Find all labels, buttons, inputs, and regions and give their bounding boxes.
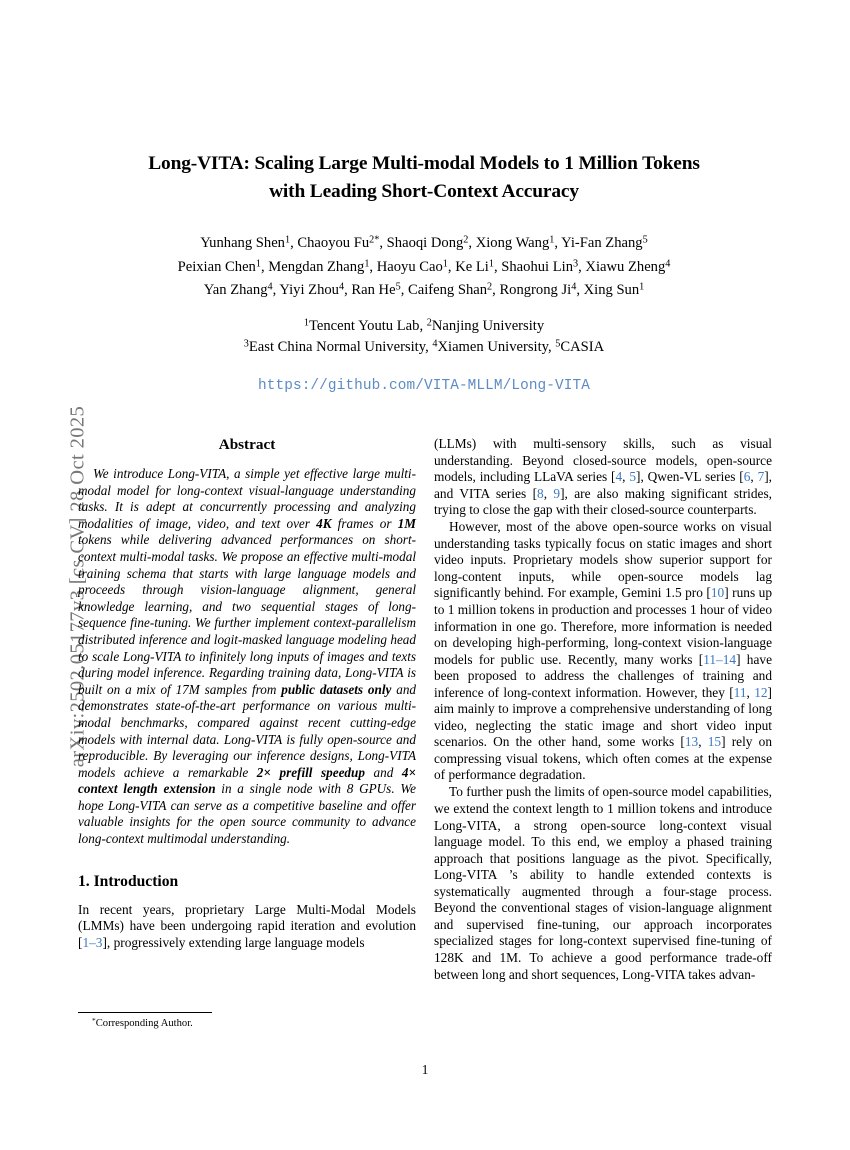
right-column — [434, 436, 772, 983]
footnote-marker: * — [92, 1015, 96, 1025]
author-affiliation-marker: 1 — [255, 258, 261, 270]
author-affiliation-marker: 4 — [571, 281, 577, 293]
affiliation-name: Nanjing University — [431, 318, 545, 334]
author-affiliation-marker: 4 — [267, 281, 273, 293]
abstract-heading: Abstract — [218, 436, 276, 453]
author-name: Shaoqi Dong — [386, 235, 464, 251]
affiliation-marker: 3 — [243, 338, 249, 350]
author-list — [78, 232, 770, 303]
author-affiliation-marker: 1 — [284, 234, 291, 246]
left-column — [78, 436, 416, 951]
footnote-text — [78, 1017, 416, 1030]
author-affiliation-marker: 1 — [364, 258, 370, 270]
author-name: Shaohui Lin — [501, 258, 574, 275]
affiliation-marker: 1 — [303, 317, 309, 329]
author-name: Xing Sun — [583, 282, 640, 298]
affiliation-name: CASIA — [560, 338, 605, 355]
author-name: Yiyi Zhou — [279, 282, 339, 298]
author-name: Yunhang Shen — [200, 235, 285, 251]
affiliation-name: Xiamen University — [437, 338, 548, 355]
section-heading-introduction: 1. Introduction — [78, 872, 179, 890]
author-name: Ke Li — [455, 258, 489, 275]
page-title — [78, 150, 770, 206]
right-paragraph-3: To further push the limits of open-source model capabilities, we extend the context length to 1 million tokens and introduce Long-VITA, a strong open-source long-context visual language model. To this end, we employ a phased training approach that positions language as the pivot. Specifically, Long-VITA ’s ability to handle extended contexts is systematically augmented through a four-stage process. Beyond the conventional stages of vision-language alignment and supervised fine-tuning, our approach incorporates specialized stages for long-context supervised fine-tuning of 128K and 1M. To achieve a good performance trade-off between long and short sequences, Long-VITA takes advan- — [434, 784, 772, 982]
arxiv-stamp: arXiv:2502.05177v3 [cs.CV] 28 Oct 2025 — [66, 405, 89, 768]
affiliation-list — [78, 316, 770, 357]
project-url — [78, 376, 770, 394]
intro-paragraph-1: In recent years, proprietary Large Multi-Modal Models (LMMs) have been undergoing rapid iteration and evolution [1–3], progressively extending large language models — [78, 901, 416, 950]
author-affiliation-marker: 1 — [639, 281, 645, 293]
author-affiliation-marker: 4 — [665, 258, 671, 270]
affiliation-marker: 4 — [432, 338, 438, 350]
author-name: Xiong Wang — [475, 235, 550, 251]
author-name: Peixian Chen — [177, 258, 256, 275]
author-name: Caifeng Shan — [407, 282, 488, 298]
footnote — [78, 1012, 416, 1030]
author-line-1: Yunhang Shen$^1$, Chaoyou $Fu^{2*}$, Shaoqi Dong$^2$, Xiong Wang$^1$, Yi-Fan Zhang$^5$ — [200, 234, 648, 251]
author-affiliation-marker: 5 — [395, 281, 401, 293]
affiliation-line-2: $^3$East China Normal University, $^4$Xiamen University, $^5$CASIA — [243, 338, 605, 355]
author-name: Rongrong Ji — [499, 282, 572, 298]
right-paragraph-2: However, most of the above open-source works on visual understanding tasks typically focus on static images and short video inputs. Proprietary models show superior support for long-content inputs, while open-source models lag significantly behind. For example, Gemini 1.5 pro [10] runs up to 1 million tokens in production and processes 1 hour of video information in one go. Therefore, more information is needed on developing high-performing, long-context vision-language models for public use. Recently, many works [11–14] have been proposed to address the challenges of training and inference of long-context information. However, they [11, 12] aim mainly to improve a comprehensive understanding of long video, neglecting the static image and short video input scenarios. On the other hand, some works [13, 15] rely on compressing visual tokens, which often comes at the expense of performance degradation. — [434, 519, 772, 783]
page-number: 1 — [421, 1062, 429, 1077]
affiliation-marker: 5 — [555, 338, 561, 350]
author-affiliation-marker: 4 — [338, 281, 345, 293]
author-name: Yan Zhang — [203, 282, 268, 298]
author-affiliation-marker: 2 — [463, 234, 469, 246]
author-affiliation-marker: 2 — [487, 281, 493, 293]
footnote-rule — [78, 1012, 212, 1013]
author-name: Xiawu Zheng — [585, 258, 666, 275]
author-name: Chaoyou Fu — [297, 235, 370, 251]
title-line-2: with Leading Short-Context Accuracy — [269, 181, 579, 202]
author-line-2: Peixian Chen$^1$, Mengdan Zhang$^1$, Haoyu Cao$^1$, Ke Li$^1$, Shaohui Lin$^3$, Xiawu Zheng$^4$ — [177, 258, 671, 275]
affiliation-marker: 2 — [426, 317, 432, 329]
abstract-text: We introduce Long-VITA, a simple yet effective large multi-modal model for long-context visual-language understanding tasks. It is adept at concurrently processing and analyzing modalities of image, video, and text over 4K frames or 1M tokens while delivering advanced performances on short-context multi-modal tasks. We propose an effective multi-modal training schema that starts with large language models and proceeds through vision-language alignment, general knowledge learning, and two sequential stages of long-sequence fine-tuning. We further implement context-parallelism distributed inference and logit-masked language modeling head to scale Long-VITA to infinitely long inputs of images and texts during model inference. Regarding training data, Long-VITA is built on a mix of 17M samples from public datasets only and demonstrates state-of-the-art performance on various multi-modal benchmarks, compared against recent cutting-edge models with internal data. Long-VITA is fully open-source and reproducible. By leveraging our inference designs, Long-VITA models achieve a remarkable 2× prefill speedup and 4× context length extension in a single node with 8 GPUs. We hope Long-VITA can serve as a competitive baseline and offer valuable insights for the open source community to advance long-context multimodal understanding. — [78, 466, 417, 847]
author-affiliation-marker: 1 — [549, 234, 555, 246]
author-affiliation-marker: 3 — [573, 258, 579, 270]
right-paragraph-1: (LLMs) with multi-sensory skills, such as visual understanding. Beyond closed-source models, open-source models, including LLaVA series [4, 5], Qwen-VL series [6, 7], and VITA series [8, 9], are also making significant strides, trying to close the gap with their closed-source counterparts. — [434, 436, 773, 518]
author-name: Mengdan Zhang — [268, 258, 365, 275]
affiliation-line-1: $^1$Tencent Youtu Lab, $^2$Nanjing University — [303, 317, 545, 334]
author-line-3: Yan Zhang$^4$, Yiyi Zhou$^4$, Ran He$^5$, Caifeng Shan$^2$, Rongrong Ji$^4$, Xing Sun$^1$ — [203, 281, 645, 298]
author-name: Yi-Fan Zhang — [561, 235, 643, 251]
author-name: Ran He — [351, 282, 396, 298]
author-affiliation-marker: 2* — [369, 234, 380, 246]
author-affiliation-marker: 5 — [642, 234, 648, 246]
title-line-1: Long-VITA: Scaling Large Multi-modal Models to 1 Million Tokens — [148, 153, 700, 174]
footnote-label: Corresponding Author. — [95, 1018, 193, 1029]
author-name: Haoyu Cao — [376, 258, 443, 275]
affiliation-name: East China Normal University — [248, 338, 426, 355]
github-link[interactable]: https://github.com/VITA-MLLM/Long-VITA — [258, 378, 590, 394]
author-affiliation-marker: 1 — [488, 258, 494, 270]
affiliation-name: Tencent Youtu Lab — [308, 318, 420, 334]
author-affiliation-marker: 1 — [442, 258, 448, 270]
